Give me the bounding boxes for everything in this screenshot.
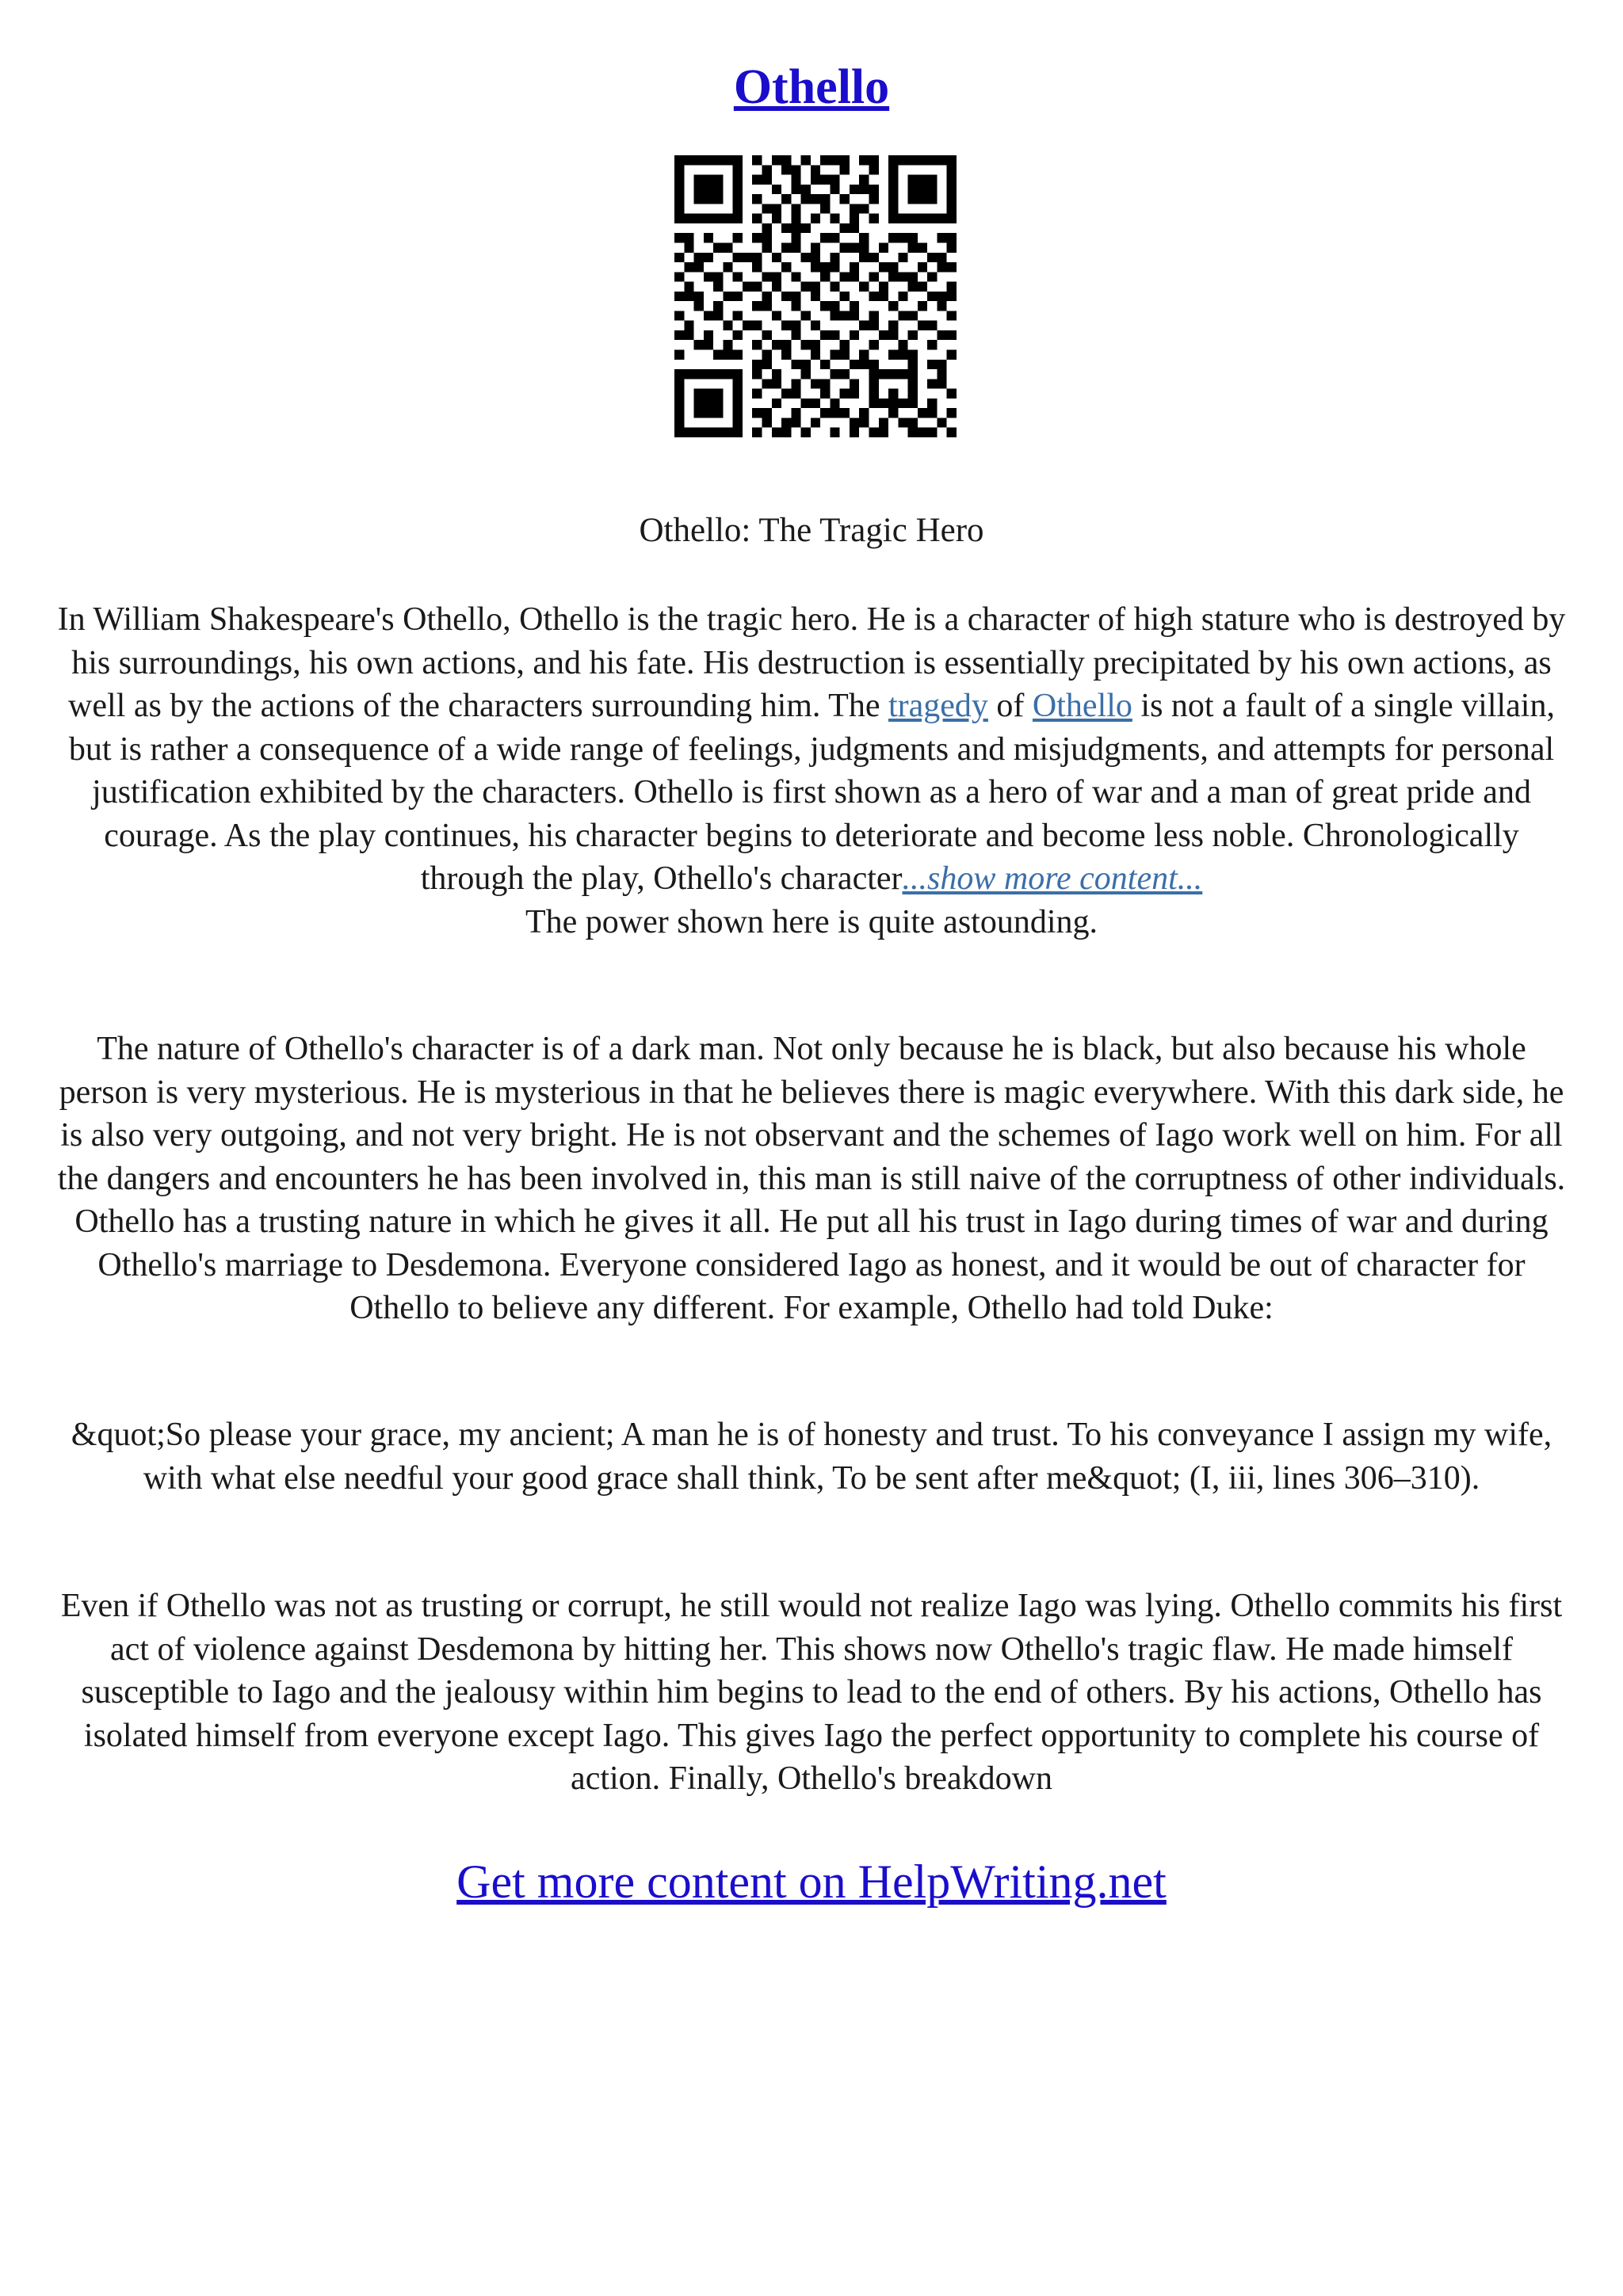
paragraph-3-quote	[55, 1413, 1568, 1500]
paragraph-2	[55, 1028, 1568, 1330]
document-title	[0, 55, 1623, 119]
paragraph-1-text	[55, 598, 1568, 901]
qr-code-icon	[674, 155, 957, 437]
paragraph-1-of: of	[987, 688, 1033, 724]
get-more-content-link[interactable]: Get more content on HelpWriting.net	[456, 1855, 1167, 1908]
paragraph-1-tail: is not a fault of a single villain, but is rather a consequence of a wide range of feelings, judgments and misjudgments, and attempts for personal justification exhibited by the characters. Othello is first shown as a hero of war and a man of great pride and courage. As the play continues, his character begins to deteriorate and become less noble. Chronologically through the play, Othello's character	[68, 688, 1555, 897]
paragraph-2-text: The nature of Othello's character is of a dark man. Not only because he is black, but also because his whole person is very mysterious. He is mysterious in that he believes there is magic everywhere. With this dark side, he is also very outgoing, and not very bright. He is not observant and the schemes of Iago work well on him. For all the dangers and encounters he has been involved in, this man is still naive of the corruptness of other individuals. Othello has a trusting nature in which he gives it all. He put all his trust in Iago during times of war and during Othello's marriage to Desdemona. Everyone considered Iago as honest, and it would be out of character for Othello to believe any different. For example, Othello had told Duke:	[57, 1031, 1566, 1326]
cta-block	[0, 1850, 1623, 1913]
title-link[interactable]: Othello	[733, 60, 890, 114]
paragraph-4-text: Even if Othello was not as trusting or corrupt, he still would not realize Iago was lying. Othello commits his first act of violence against Desdemona by hitting her. This shows now Othello's tragic flaw. He made himself susceptible to Iago and the jealousy within him begins to lead to the end of others. By his actions, Othello has isolated himself from everyone except Iago. This gives Iago the perfect opportunity to complete his course of action. Finally, Othello's breakdown	[60, 1588, 1563, 1797]
tragedy-link[interactable]: tragedy	[888, 688, 988, 724]
othello-link[interactable]: Othello	[1032, 688, 1132, 724]
document-subtitle: Othello: The Tragic Hero	[639, 512, 984, 549]
paragraph-1	[55, 598, 1568, 944]
paragraph-3-text: &quot;So please your grace, my ancient; A man he is of honesty and trust. To his conveyance I assign my wife, with what else needful your good grace shall think, To be sent after me&quot; (I, iii, lines 306–310).	[71, 1417, 1552, 1497]
paragraph-1-lead: In William Shakespeare's Othello, Othello is the tragic hero. He is a character of high stature who is destroyed by his surroundings, his own actions, and his fate. His destruction is essentially precipitated by his own actions, as well as by the actions of the characters surrounding him. The	[57, 601, 1566, 724]
show-more-link[interactable]: ...show more content...	[902, 860, 1203, 897]
paragraph-1-after: The power shown here is quite astounding.	[525, 903, 1098, 940]
paragraph-4	[55, 1585, 1568, 1801]
